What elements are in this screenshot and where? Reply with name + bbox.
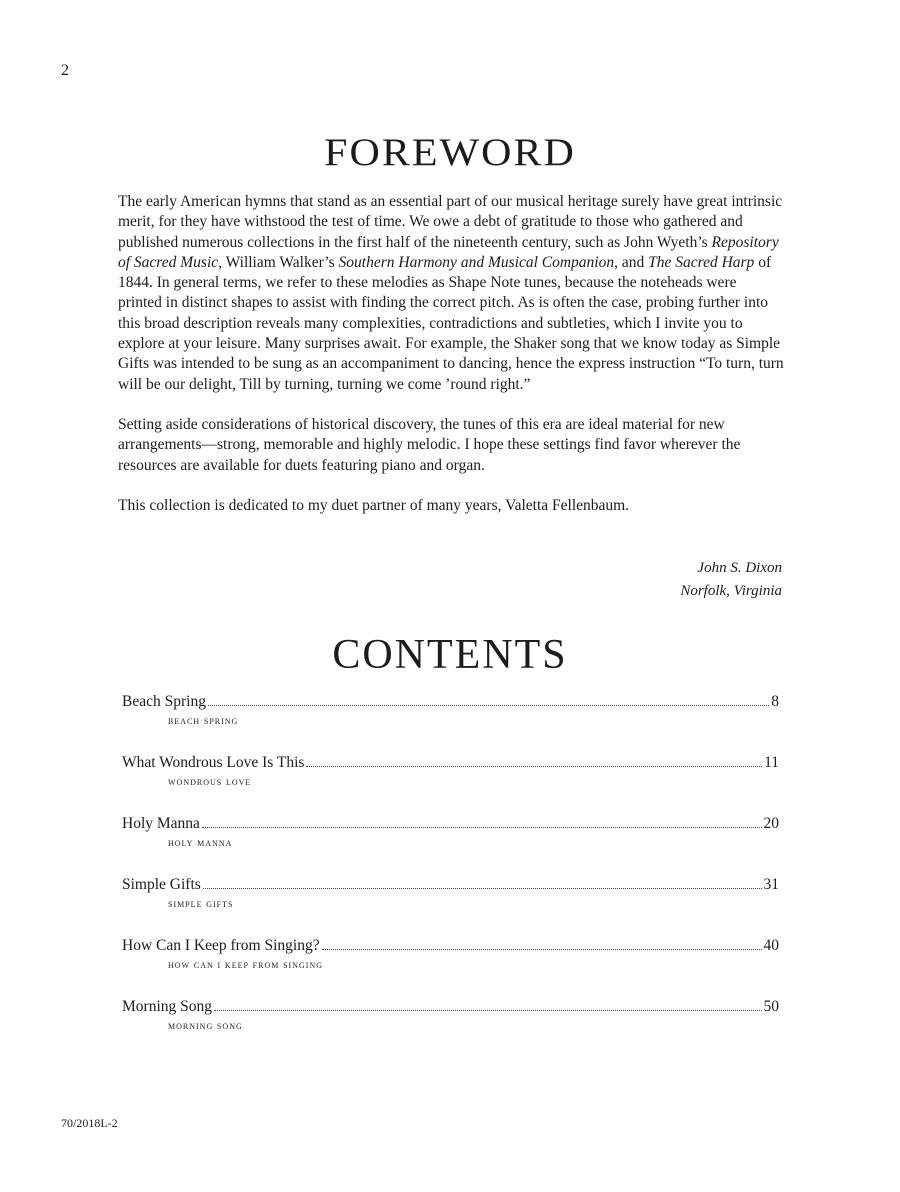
toc-entry-title: How Can I Keep from Singing? [122,937,320,954]
foreword-text-run: , and [614,253,649,271]
foreword-paragraph [118,415,784,476]
toc-tune-name: morning song [168,1020,243,1032]
signature-place: Norfolk, Virginia [680,583,782,599]
toc-entry[interactable] [122,753,779,814]
toc-entry-page: 20 [763,815,779,832]
toc-tune-name: how can i keep from singing [168,959,323,971]
toc-entry-page: 31 [763,876,779,893]
toc-entry-page: 11 [764,754,779,771]
foreword-text-run: The early American hymns that stand as an essential part of our musical heritage surely have great intrinsic merit, for they have withstood the test of time. We owe a debt of gratitude to those who gathered and published numerous collections in the first half of the nineteenth century, such as John Wyeth’s [118,193,783,251]
foreword-text-run: Setting aside considerations of historical discovery, the tunes of this era are ideal material for new arrangements—strong, memorable and highly melodic. I hope these settings find favor wherever the resources are available for duets featuring piano and organ. [118,415,741,474]
toc-entry-title: Morning Song [122,998,212,1015]
signature-block [680,557,782,603]
toc-leader-dots [203,888,762,889]
toc-tune-name: beach spring [168,715,239,727]
toc-leader-dots [214,1010,762,1011]
foreword-paragraph [118,192,784,395]
table-of-contents [122,692,779,1058]
foreword-text-run: , William Walker’s [218,253,339,271]
toc-leader-dots [322,949,762,950]
book-title-italic: Southern Harmony and Musical Companion [338,253,615,271]
toc-leader-dots [306,766,762,767]
foreword-text-run: This collection is dedicated to my duet partner of many years, Valetta Fellenbaum. [118,496,630,514]
toc-entry-page: 8 [771,693,779,710]
book-title-italic: The Sacred Harp [648,253,755,271]
toc-entry-page: 40 [763,937,779,954]
toc-entry[interactable] [122,875,779,936]
toc-tune-name: holy manna [168,837,233,849]
toc-entry[interactable] [122,936,779,997]
signature-name: John S. Dixon [697,560,782,576]
foreword-heading: FOREWORD [324,131,576,175]
page-number: 2 [61,62,69,79]
toc-leader-dots [202,827,762,828]
toc-leader-dots [208,705,769,706]
toc-tune-name: wondrous love [168,776,252,788]
toc-entry-title: Simple Gifts [122,876,201,893]
toc-entry-title: Beach Spring [122,693,206,710]
toc-tune-name: simple gifts [168,898,234,910]
contents-heading: CONTENTS [332,632,568,678]
toc-entry-title: Holy Manna [122,815,200,832]
foreword-paragraph [118,496,784,516]
book-title-italic: Repository of Sacred Music [118,233,779,271]
toc-entry-page: 50 [763,998,779,1015]
catalog-code: 70/2018L-2 [61,1116,118,1130]
toc-entry[interactable] [122,692,779,753]
foreword-text-run: of 1844. In general terms, we refer to these melodies as Shape Note tunes, because the noteheads were printed in distinct shapes to assist with finding the correct pitch. As is often the case, probing further into this broad description reveals many complexities, contradictions and subtleties, which I invite you to explore at your leisure. Many surprises await. For example, the Shaker song that we know today as Simple Gifts was intended to be sung as an accompaniment to dancing, hence the express instruction “To turn, turn will be our delight, Till by turning, turning we come ’round right.” [118,253,784,393]
toc-entry-title: What Wondrous Love Is This [122,754,305,771]
foreword-body [118,192,784,536]
toc-entry[interactable] [122,814,779,875]
toc-entry[interactable] [122,997,779,1058]
